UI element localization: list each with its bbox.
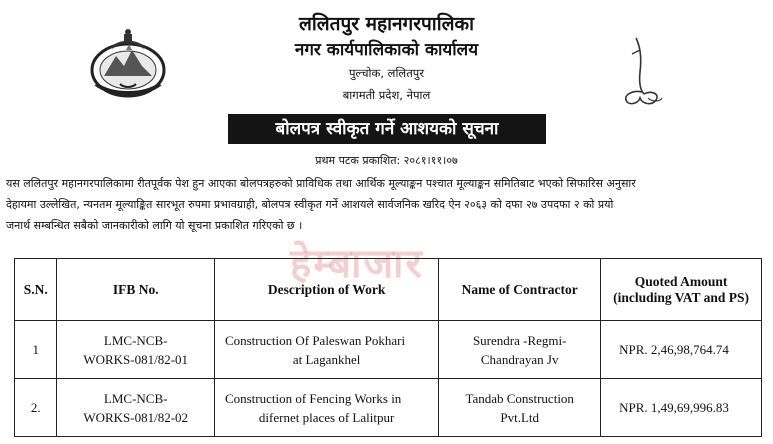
notice-body-line: देहायमा उल्लेखित, न्यनतम मूल्याङ्कित सारभूत रुपमा प्रभावग्राही, बोलपत्र स्वीकृत गर्ने आशयले सार्वजनिक खरिद ऐन २०६३ को दफा २७ उपदफा २ को प्रयो: [6, 198, 614, 211]
cell-ifb: [57, 379, 214, 437]
table-header-row: [15, 259, 762, 321]
contractor-line1: Surendra -Regmi-: [472, 332, 567, 348]
header-description: Description of Work: [214, 259, 438, 321]
notice-body-line: जनार्थ सम्बन्धित सबैको जानकारीको लागि यो सूचना प्रकाशित गरिएको छ ।: [6, 219, 303, 232]
cell-description: [214, 321, 438, 379]
cell-sn: 1: [15, 321, 57, 379]
desc-line2: difernet places of Lalitpur: [258, 409, 395, 425]
table-row: [15, 379, 762, 437]
notice-body-line: यस ललितपुर महानगरपालिकामा रीतपूर्वक पेश हुन आएका बोलपत्रहरुको प्राविधिक तथा आर्थिक मूल्याङ्कन पश्चात मूल्याङ्कन समितिबाट भएको सिफारिस अनुसार: [6, 177, 636, 190]
office-name: नगर कार्यपालिकाको कार्यालय: [294, 40, 479, 60]
cell-contractor: [439, 321, 601, 379]
cell-amount: NPR. 1,49,69,996.83: [601, 379, 762, 437]
ifb-line1: LMC-NCB-: [103, 332, 168, 348]
cell-contractor: [439, 379, 601, 437]
header-contractor: Name of Contractor: [439, 259, 601, 321]
watermark-logo: हेम्बाजार: [290, 241, 424, 287]
contractor-line1: Tandab Construction: [465, 390, 574, 406]
office-address: पुल्चोक, ललितपुर: [348, 66, 425, 80]
header-sn: S.N.: [15, 259, 57, 321]
header-ifb: IFB No.: [57, 259, 214, 321]
notice-body: [6, 173, 770, 236]
contractor-line2: Chandrayan Jv: [480, 351, 559, 367]
publication-date: प्रथम पटक प्रकाशित: २०८१।११।०७: [315, 154, 458, 167]
cell-sn: 2.: [15, 379, 57, 437]
ifb-line1: LMC-NCB-: [103, 390, 168, 406]
header-amount: [601, 259, 762, 321]
ifb-line2: WORKS-081/82-02: [83, 409, 189, 425]
cell-amount: NPR. 2,46,98,764.74: [601, 321, 762, 379]
cell-description: [214, 379, 438, 437]
header-amount-line1: Quoted Amount: [634, 273, 728, 289]
desc-line1: Construction of Fencing Works in: [224, 390, 402, 406]
contract-table: [14, 258, 762, 437]
province-country: बागमती प्रदेश, नेपाल: [342, 88, 431, 102]
header-amount-line2: (including VAT and PS): [613, 289, 750, 305]
notice-title-banner: बोलपत्र स्वीकृत गर्ने आशयको सूचना: [228, 114, 546, 144]
municipality-title: ललितपुर महानगरपालिका: [298, 13, 475, 35]
contractor-line2: Pvt.Ltd: [500, 409, 540, 425]
ifb-line2: WORKS-081/82-01: [83, 351, 189, 367]
table-row: [15, 321, 762, 379]
desc-line1: Construction Of Paleswan Pokhari: [224, 332, 406, 348]
desc-line2: at Lagankhel: [292, 351, 361, 367]
cell-ifb: [57, 321, 214, 379]
